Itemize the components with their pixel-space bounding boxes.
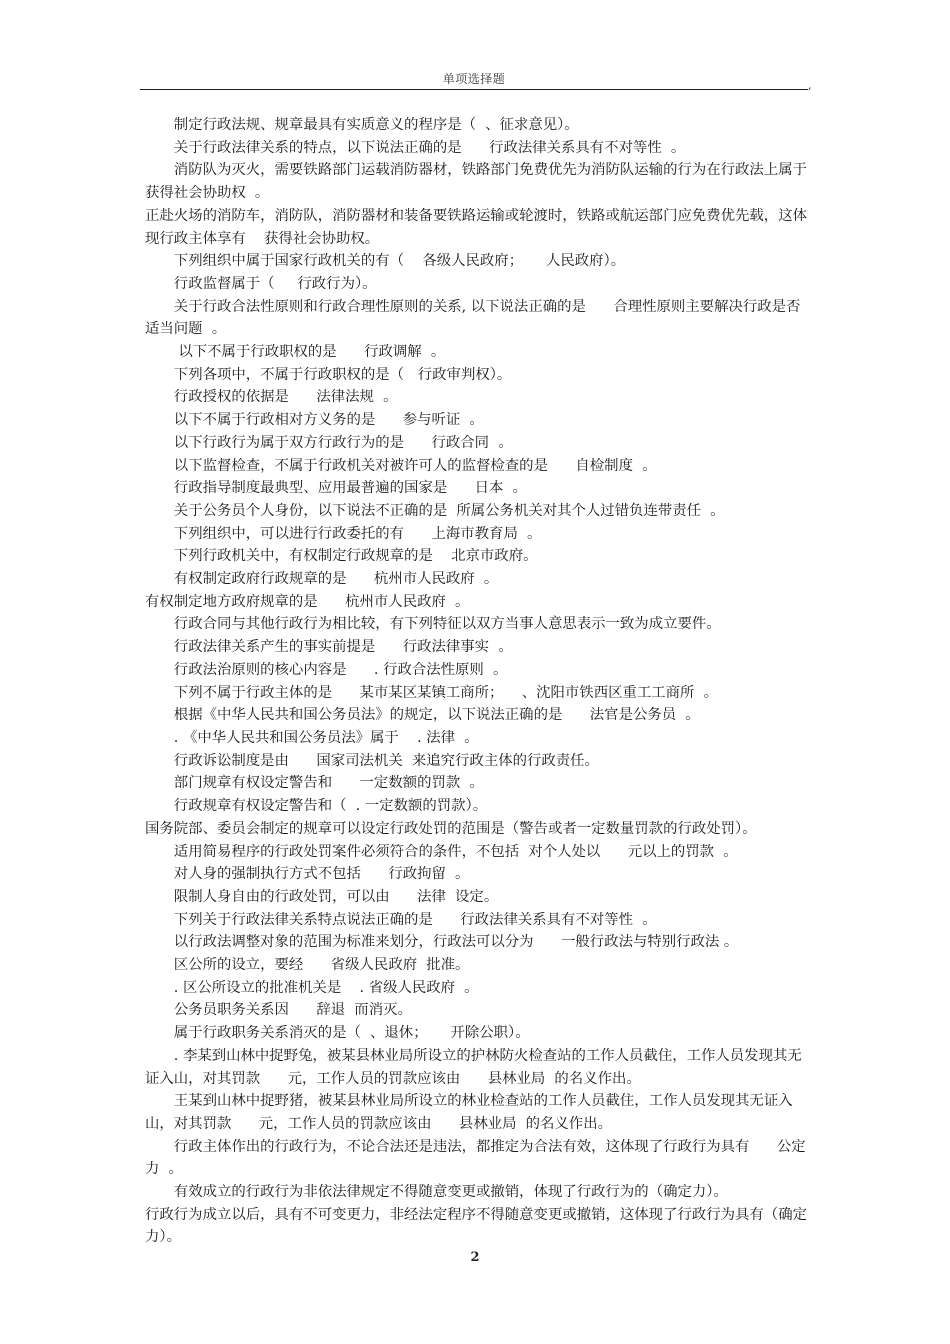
- question-line: 根据《中华人民共和国公务员法》的规定，以下说法正确的是 法官是公务员 。: [173, 707, 700, 724]
- question-line: 正赴火场的消防车，消防队，消防器材和装备要铁路运输或轮渡时，铁路或航运部门应免费优先载，这体现行政主体享有 获得社会协助权。: [145, 207, 807, 247]
- question-line: . 《中华人民共和国公务员法》属于 . 法律 。: [173, 729, 479, 746]
- question-line: 以行政法调整对象的范围为标准来划分，行政法可以分为 一般行政法与特别行政法 。: [173, 934, 739, 951]
- question-line: 下列不属于行政主体的是 某市某区某镇工商所； 、沈阳市铁西区重工工商所 。: [173, 684, 718, 701]
- question-line: 以下监督检查，不属于行政机关对被许可人的监督检查的是 自检制度 。: [173, 457, 657, 474]
- question-line: 有效成立的行政行为非依法律规定不得随意变更或撤销，体现了行政行为的（确定力）。: [173, 1184, 728, 1201]
- question-line: . 李某到山林中捉野兔，被某县林业局所设立的护林防火检查站的工作人员截住，工作人员发现其无证入山，对其罚款 元，工作人员的罚款应该由 县林业局 的名义作出。: [145, 1047, 802, 1087]
- page-number: 2: [470, 1250, 480, 1265]
- question-line: 行政授权的依据是 法律法规 。: [173, 389, 398, 406]
- question-line: 行政指导制度最典型、应用最普遍的国家是 日本 。: [173, 480, 527, 497]
- question-line: 行政主体作出的行政行为，不论合法还是违法，都推定为合法有效，这体现了行政行为具有 公定力 。: [145, 1138, 806, 1178]
- question-line: 下列行政机关中，有权制定行政规章的是 北京市政府。: [173, 548, 538, 565]
- question-line: 属于行政职务关系消灭的是（ 、退休； 开除公职）。: [173, 1025, 530, 1042]
- page-header-title: 单项选择题: [442, 72, 506, 86]
- question-line: 下列组织中属于国家行政机关的有（ 各级人民政府； 人民政府）。: [173, 253, 626, 270]
- question-line: 行政法律关系产生的事实前提是 行政法律事实 。: [173, 639, 513, 656]
- document-body: [145, 114, 835, 1249]
- question-line: 制定行政法规、规章最具有实质意义的程序是（ 、征求意见）。: [173, 117, 579, 133]
- question-line: 部门规章有权设定警告和 一定数额的罚款 。: [173, 775, 484, 792]
- question-line: 行政规章有权设定警告和（ . 一定数额的罚款）。: [173, 798, 488, 815]
- question-line: 以下不属于行政职权的是 行政调解 。: [173, 344, 446, 361]
- question-line: 有权制定政府行政规章的是 杭州市人民政府 。: [173, 571, 499, 588]
- question-line: 区公所的设立，要经 省级人民政府 批准。: [173, 957, 470, 974]
- question-line: 限制人身自由的行政处罚，可以由 法律 设定。: [173, 888, 499, 905]
- question-line: 以下不属于行政相对方义务的是 参与听证 。: [173, 412, 484, 429]
- question-line: 下列关于行政法律关系特点说法正确的是 行政法律关系具有不对等性 。: [173, 911, 657, 928]
- question-line: 行政法治原则的核心内容是 . 行政合法性原则 。: [173, 661, 508, 678]
- header-mark: ,: [808, 79, 812, 92]
- question-line: 关于公务员个人身份，以下说法不正确的是 所属公务机关对其个人过错负连带责任 。: [173, 502, 725, 519]
- question-line: 行政监督属于（ 行政行为）。: [173, 275, 377, 292]
- question-line: 公务员职务关系因 辞退 而消灭。: [173, 1002, 412, 1019]
- question-line: 有权制定地方政府规章的是 杭州市人民政府 。: [145, 593, 470, 610]
- question-line: 关于行政合法性原则和行政合理性原则的关系, 以下说法正确的是 合理性原则主要解决行政是否适当问题 。: [145, 298, 801, 338]
- question-line: 下列各项中，不属于行政职权的是（ 行政审判权）。: [173, 366, 512, 383]
- question-line: . 区公所设立的批准机关是 . 省级人民政府 。: [173, 979, 479, 996]
- header-rule: [140, 89, 808, 90]
- question-line: 关于行政法律关系的特点，以下说法正确的是 行政法律关系具有不对等性 。: [173, 139, 686, 156]
- question-line: 行政诉讼制度是由 国家司法机关 来追究行政主体的行政责任。: [173, 752, 599, 769]
- question-line: 行政合同与其他行政行为相比较，有下列特征以双方当事人意思表示一致为成立要件。: [173, 616, 721, 633]
- question-line: 以下行政行为属于双方行政行为的是 行政合同 。: [173, 434, 513, 451]
- question-line: 王某到山林中捉野猪，被某县林业局所设立的林业检查站的工作人员截住，工作人员发现其无证入山，对其罚款 元，工作人员的罚款应该由 县林业局 的名义作出。: [145, 1093, 793, 1132]
- question-line: 适用简易程序的行政处罚案件必须符合的条件，不包括 对个人处以 元以上的罚款 。: [173, 843, 738, 860]
- question-line: 对人身的强制执行方式不包括 行政拘留 。: [173, 866, 470, 883]
- question-line: 行政行为成立以后，具有不可变更力，非经法定程序不得随意变更或撤销，这体现了行政行为具有（确定力）。: [145, 1206, 807, 1246]
- question-line: 国务院部、委员会制定的规章可以设定行政处罚的范围是（警告或者一定数量罚款的行政处罚）。: [145, 820, 757, 837]
- question-line: 消防队为灭火，需要铁路部门运载消防器材，铁路部门免费优先为消防队运输的行为在行政法上属于 获得社会协助权 。: [145, 162, 835, 202]
- question-line: 下列组织中，可以进行行政委托的有 上海市教育局 。: [173, 525, 542, 542]
